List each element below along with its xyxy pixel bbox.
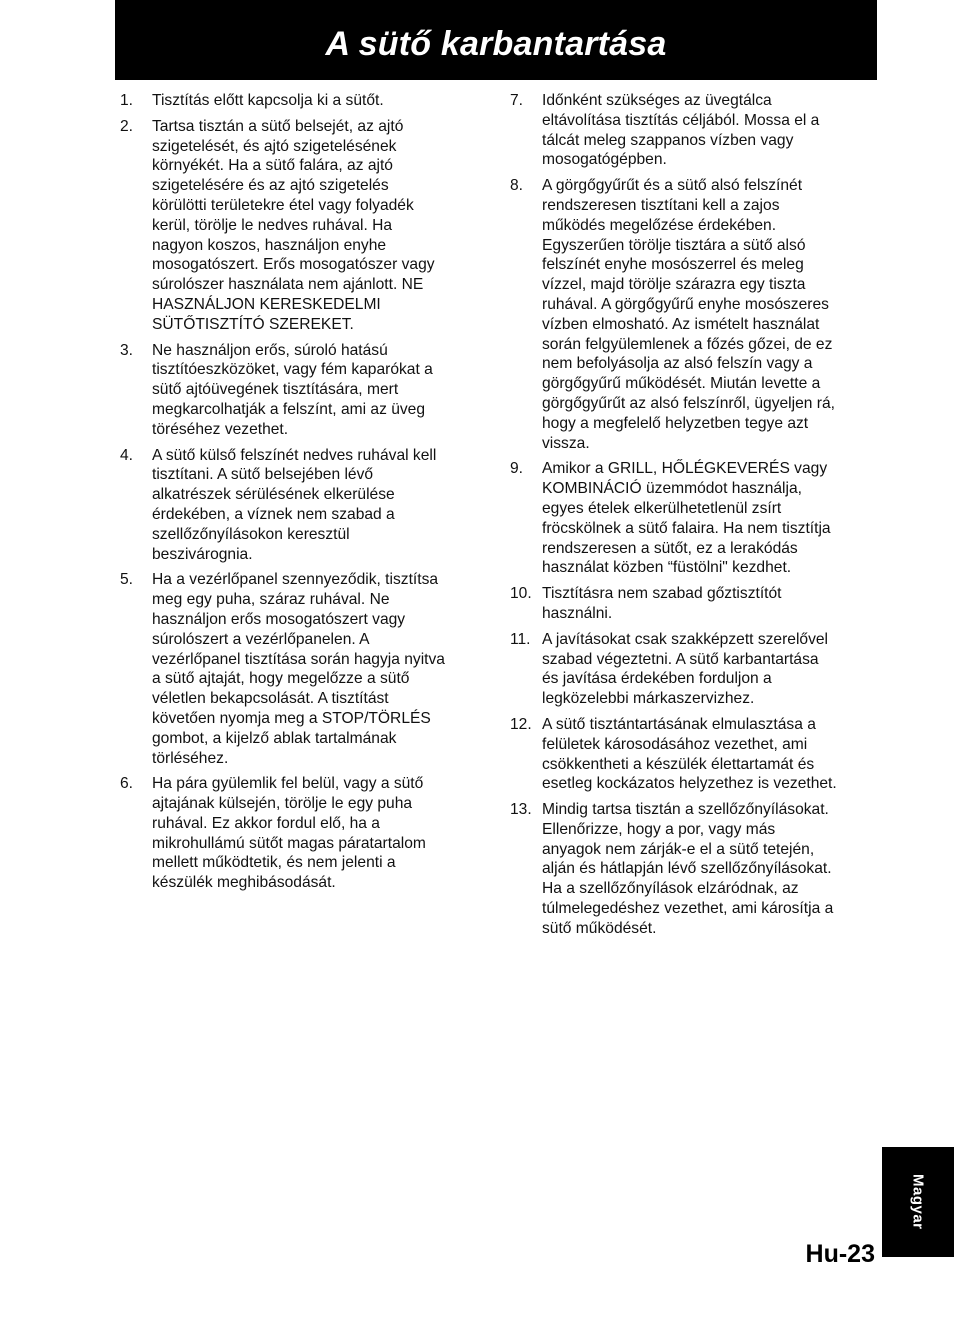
list-item-text: Tisztításra nem szabad gőztisztítót használni.	[542, 585, 782, 622]
list-item	[510, 176, 878, 453]
list-item-number: 6.	[120, 775, 134, 793]
list-item-text: Ha pára gyülemlik fel belül, vagy a sütő ajtajának külsején, törölje le egy puha ruhával. Ez akkor fordul elő, ha a mikrohullámú sütőt magas páratartalom mellett működtetik, és nem jelenti a készülék meghibásodását.	[152, 775, 426, 892]
list-item	[510, 630, 878, 709]
list-item	[510, 715, 878, 794]
list-item	[510, 459, 878, 578]
list-item-text: Ha a vezérlőpanel szennyeződik, tisztítsa meg egy puha, száraz ruhával. Ne használjon erős mosogatószert vagy súrolószert a vezérlőpanelen. A vezérlőpanel tisztítása során hagyja nyitva a sütő ajtaját, hogy megelőzze a sütő véletlen bekapcsolását. A tisztítást követően nyomja meg a STOP/TÖRLÉS gombot, a kijelző ablak tartalmának törléséhez.	[152, 571, 445, 767]
right-column-list	[510, 91, 878, 945]
list-item	[510, 91, 878, 170]
list-item-text: Tartsa tisztán a sütő belsejét, az ajtó szigetelését, és ajtó szigetelésének környékét. Ha a sütő falára, az ajtó szigetelésére és az ajtó szigetelés körülötti területekre étel vagy folyadék kerül, törölje le nedves ruhával. Ha nagyon koszos, használjon enyhe mosogatószert. Erős mosogatószer vagy súrolószer használata nem ajánlott. NE HASZNÁLJON KERESKEDELMI SÜTŐTISZTÍTÓ SZEREKET.	[152, 117, 435, 333]
list-item-text: A görgőgyűrűt és a sütő alsó felszínét rendszeresen tisztítani kell a zajos működés megelőzése érdekében. Egyszerűen törölje tisztára a sütő alsó felszínét enyhe mosószerrel és meleg vízzel, majd törölje szárazra egy tiszta ruhával. A görgőgyűrű enyhe mosószeres vízben elmosható. Az ismételt használat során felgyülemlenek a főzés gőzei, de ez nem befolyásolja az alsó felszín vagy a görgőgyűrű működését. Miután levette a görgőgyűrűt az alsó felszínről, ügyeljen rá, hogy a megfelelő helyzetben tegye azt vissza.	[542, 177, 835, 452]
list-item-number: 11.	[510, 630, 531, 648]
list-item	[510, 800, 878, 939]
list-item-number: 7.	[510, 92, 524, 109]
page-number: Hu-23	[805, 1240, 875, 1268]
list-item-number: 13.	[510, 801, 532, 819]
list-item-text: A javításokat csak szakképzett szerelővel szabad végeztetni. A sütő karbantartása és javítása érdekében forduljon a legközelebbi márkaszervizhez.	[542, 630, 829, 708]
list-item	[120, 341, 488, 440]
list-item-number: 10.	[510, 585, 532, 603]
list-item	[510, 584, 878, 624]
list-item-text: Ne használjon erős, súroló hatású tisztítóeszközöket, vagy fém kaparókat a sütő ajtóüvegének tisztítására, mert megkarcolhatják a felszínt, ami az üveg töréséhez vezethet.	[152, 341, 433, 438]
list-item-number: 9.	[510, 460, 524, 478]
list-item-text: A sütő külső felszínét nedves ruhával kell tisztítani. A sütő belsejében lévő alkatrészek sérülésének elkerülése érdekében, a víznek nem szabad a szellőzőnyílásokon keresztül beszivárognia.	[152, 446, 437, 563]
list-item-text: A sütő tisztántartásának elmulasztása a felületek károsodásához vezethet, ami csökkentheti a készülék élettartamát és esetleg kockázatos helyzethez is vezethet.	[542, 715, 837, 793]
list-item-number: 12.	[510, 715, 532, 733]
list-item-number: 2.	[120, 117, 134, 135]
language-tab-label: Magyar	[909, 1174, 927, 1230]
language-tab	[882, 1147, 954, 1257]
title-bar	[115, 0, 877, 80]
list-item-number: 8.	[510, 177, 524, 195]
list-item-text: Mindig tartsa tisztán a szellőzőnyílásokat. Ellenőrizze, hogy a por, vagy más anyagok nem zárják-e el a sütő tetején, alján és hátlapján lévő szellőzőnyílásokat. Ha a szellőzőnyílások elzáródnak, az túlmelegedéshez vezethet, ami károsítja a sütő működését.	[542, 801, 834, 937]
list-item	[120, 91, 488, 111]
list-item-number: 3.	[120, 341, 134, 359]
list-item-number: 4.	[120, 446, 134, 464]
list-item-text: Tisztítás előtt kapcsolja ki a sütőt.	[152, 92, 384, 109]
list-item-number: 5.	[120, 571, 134, 589]
list-item-text: Időnként szükséges az üvegtálca eltávolítása tisztítás céljából. Mossa el a tálcát meleg szappanos vízben vagy mosogatógépben.	[542, 92, 820, 169]
list-item	[120, 446, 488, 565]
page-title: A sütő karbantartása	[325, 24, 667, 63]
list-item-text: Amikor a GRILL, HŐLÉGKEVERÉS vagy KOMBINÁCIÓ üzemmódot használja, egyes ételek elkerülhetetlenül zsírt fröcskölnek a sütő falaira. Ha nem tisztítja rendszeresen a sütőt, ez a lerakódás használat közben “füstölni" kezdhet.	[542, 460, 831, 577]
left-column-list	[120, 91, 488, 899]
list-item-number: 1.	[120, 92, 134, 109]
list-item	[120, 117, 488, 335]
list-item	[120, 774, 488, 893]
list-item	[120, 570, 488, 768]
